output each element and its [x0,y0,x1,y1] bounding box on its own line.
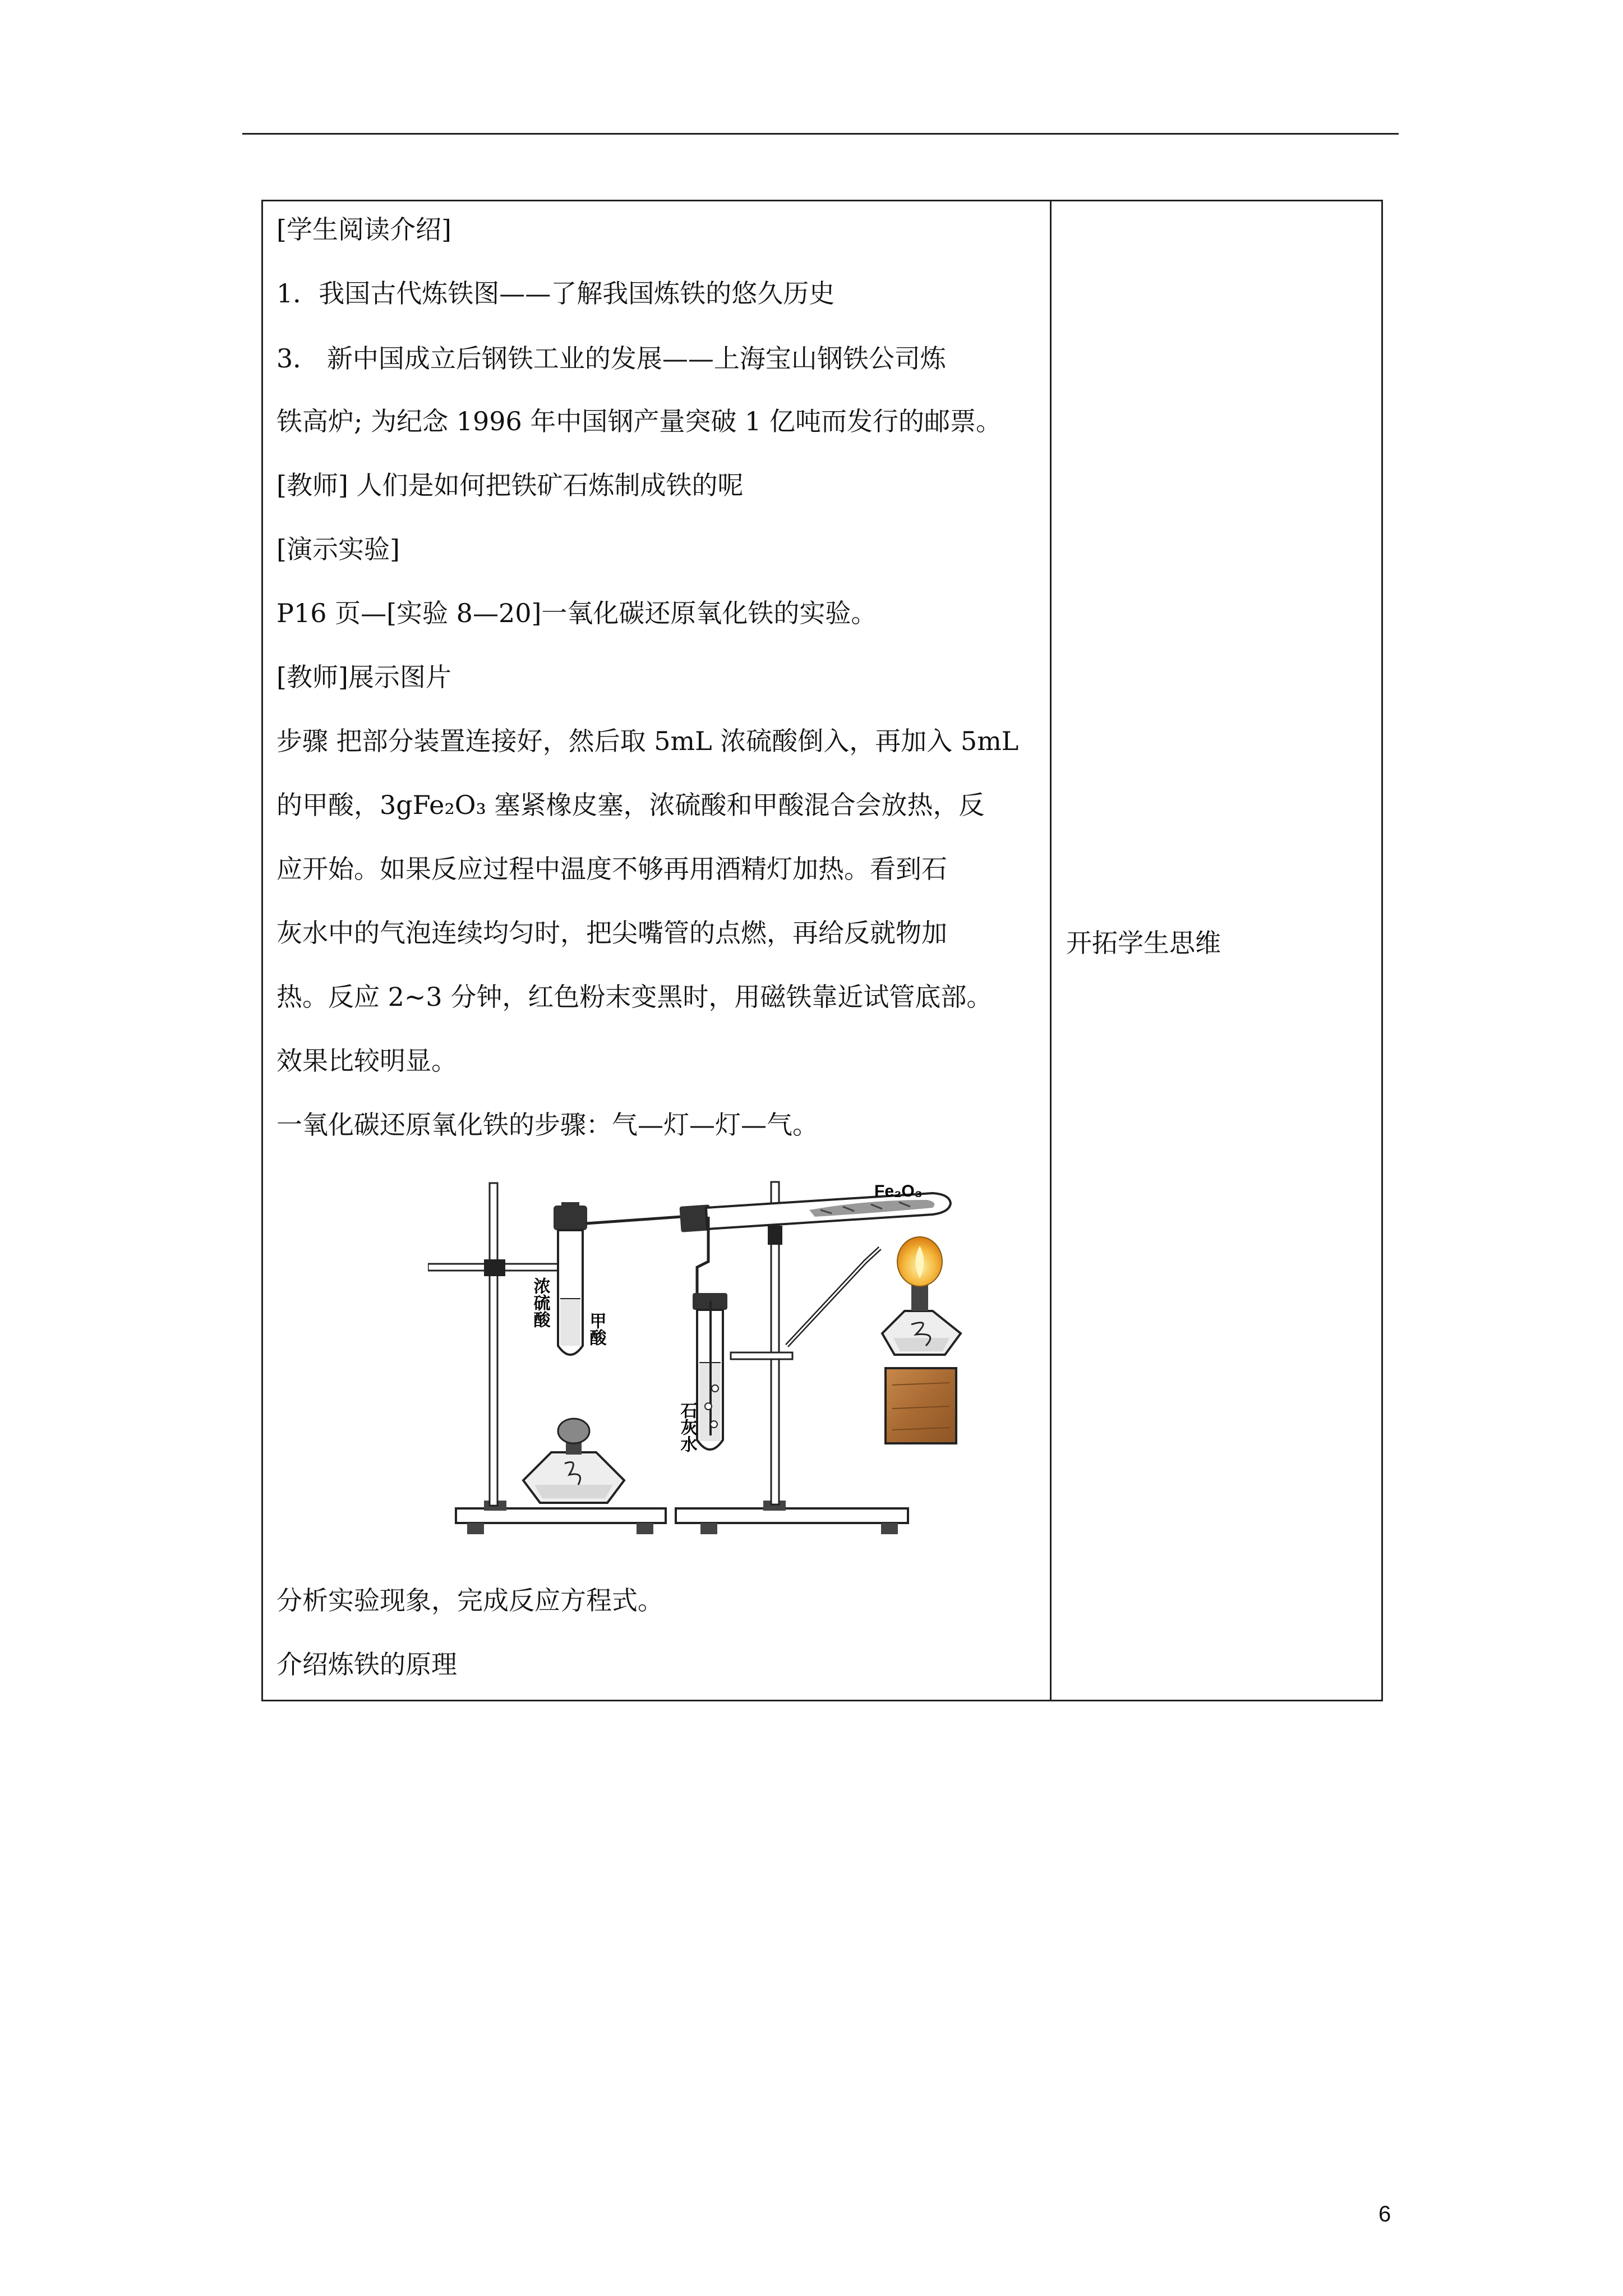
wooden-block [886,1368,956,1443]
text-line-11: 应开始。如果反应过程中温度不够再用酒精灯加热。看到石 [276,854,947,884]
label-limewater: 石灰水 [677,1402,697,1452]
text-line-15: 一氧化碳还原氧化铁的步骤：气—灯—灯—气。 [276,1110,818,1140]
text-line-12: 灰水中的气泡连续均匀时，把尖嘴管的点燃，再给反就物加 [276,918,947,948]
text-line-8: [教师]展示图片 [276,662,451,692]
text-line-14: 效果比较明显。 [276,1046,457,1076]
text-line-10: 的甲酸，3gFe₂O₃ 塞紧橡皮塞，浓硫酸和甲酸混合会放热，反 [276,790,985,820]
text-line-2: 1．我国古代炼铁图——了解我国炼铁的悠久历史 [276,278,835,309]
text-line-5: [教师] 人们是如何把铁矿石炼制成铁的呢 [276,470,744,500]
side-note: 开拓学生思维 [1066,928,1221,958]
label-fe2o3: Fe₂O₃ [874,1182,923,1200]
column-divider [1050,201,1052,1700]
text-line-17: 介绍炼铁的原理 [276,1649,457,1680]
text-line-7: P16 页—[实验 8—20]一氧化碳还原氧化铁的实验。 [276,598,877,628]
text-line-13: 热。反应 2~3 分钟，红色粉末变黑时，用磁铁靠近试管底部。 [276,982,993,1012]
label-formic-acid: 甲酸 [586,1312,606,1346]
right-alcohol-lamp [882,1237,961,1355]
text-line-9: 步骤 把部分装置连接好，然后取 5mL 浓硫酸倒入，再加入 5mL [276,726,1019,756]
page-number: 6 [1378,2202,1391,2226]
text-line-4: 铁高炉; 为纪念 1996 年中国钢产量突破 1 亿吨而发行的邮票。 [276,406,1002,436]
limewater-tube [693,1293,727,1450]
text-line-16: 分析实验现象，完成反应方程式。 [276,1585,663,1616]
header-rule [242,133,1399,135]
generator-tube [554,1202,587,1355]
label-conc-sulfuric: 浓硫酸 [530,1277,550,1328]
lesson-table [261,200,1383,1701]
apparatus-figure [428,1177,989,1559]
left-alcohol-lamp [523,1419,624,1503]
text-line-1: [学生阅读介绍] [276,214,451,245]
text-line-6: [演示实验] [276,534,400,564]
text-line-3: 3． 新中国成立后钢铁工业的发展——上海宝山钢铁公司炼 [276,343,946,374]
